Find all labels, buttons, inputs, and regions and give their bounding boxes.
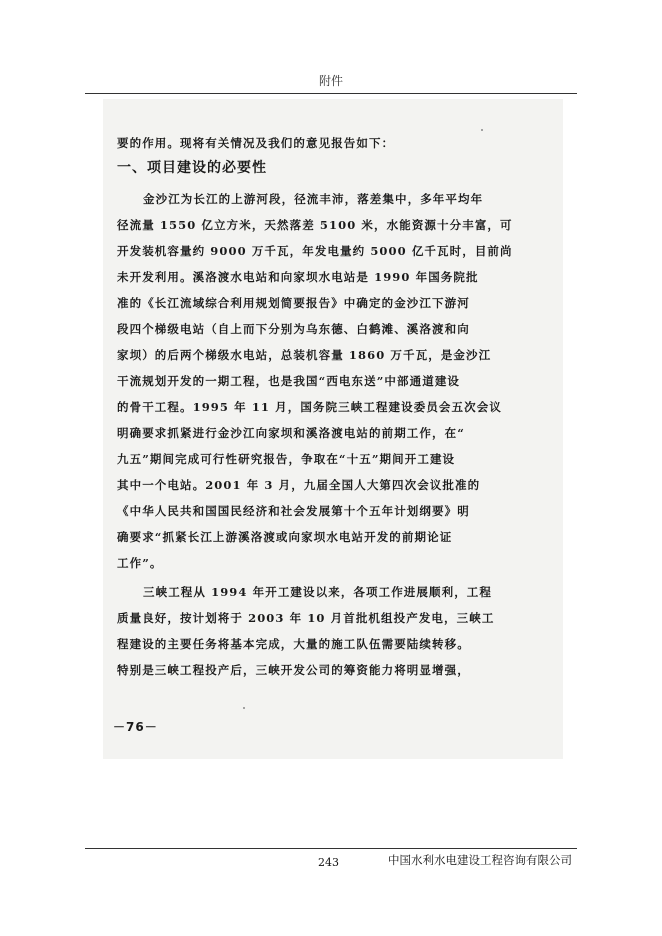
text-line: 《中华人民共和国国民经济和社会发展第十个五年计划纲要》明 [117, 504, 470, 518]
header-divider [85, 93, 577, 94]
page-header-title: 附件 [318, 74, 343, 88]
text-line: 开发装机容量约 9000 万千瓦，年发电量约 5000 亿千瓦时，目前尚 [117, 244, 513, 258]
text-line: 确要求“抓紧长江上游溪洛渡或向家坝水电站开发的前期论证 [117, 530, 453, 544]
text-line: 段四个梯级电站（自上而下分别为乌东德、白鹤滩、溪洛渡和向 [117, 322, 470, 336]
text-line: 家坝）的后两个梯级水电站，总装机容量 1860 万千瓦，是金沙江 [117, 348, 492, 362]
footer-organization: 中国水利水电建设工程咨询有限公司 [388, 853, 572, 867]
text-line: 三峡工程从 1994 年开工建设以来，各项工作进展顺利，工程 [143, 585, 493, 599]
section-heading: 一、项目建设的必要性 [117, 160, 267, 176]
text-line: 特别是三峡工程投产后，三峡开发公司的筹资能力将明显增强， [117, 663, 470, 677]
text-line: 九五”期间完成可行性研究报告，争取在“十五”期间开工建设 [117, 452, 456, 466]
scanned-page-image [103, 99, 563, 759]
scan-speck [243, 707, 245, 709]
text-line: 要的作用。现将有关情况及我们的意见报告如下： [117, 136, 395, 150]
text-line: 其中一个电站。2001 年 3 月，九届全国人大第四次会议批准的 [117, 478, 481, 492]
text-line: 质量良好，按计划将于 2003 年 10 月首批机组投产发电，三峡工 [117, 611, 495, 625]
scan-speck [481, 129, 483, 131]
text-line: 程建设的主要任务将基本完成，大量的施工队伍需要陆续转移。 [117, 637, 470, 651]
scan-page-number: －76－ [113, 720, 158, 734]
text-line: 径流量 1550 亿立方米，天然落差 5100 米，水能资源十分丰富，可 [117, 218, 513, 232]
text-line: 干流规划开发的一期工程，也是我国“西电东送”中部通道建设 [117, 374, 461, 388]
text-line: 的骨干工程。1995 年 11 月，国务院三峡工程建设委员会五次会议 [117, 400, 502, 414]
text-line: 准的《长江流域综合利用规划简要报告》中确定的金沙江下游河 [117, 296, 470, 310]
text-line: 金沙江为长江的上游河段，径流丰沛，落差集中，多年平均年 [143, 192, 484, 206]
text-line: 未开发利用。溪洛渡水电站和向家坝水电站是 1990 年国务院批 [117, 270, 479, 284]
text-line: 工作”。 [117, 556, 163, 570]
footer-page-number: 243 [318, 856, 339, 869]
text-line: 明确要求抓紧进行金沙江向家坝和溪洛渡电站的前期工作，在“ [117, 426, 465, 440]
footer-divider [85, 848, 577, 849]
